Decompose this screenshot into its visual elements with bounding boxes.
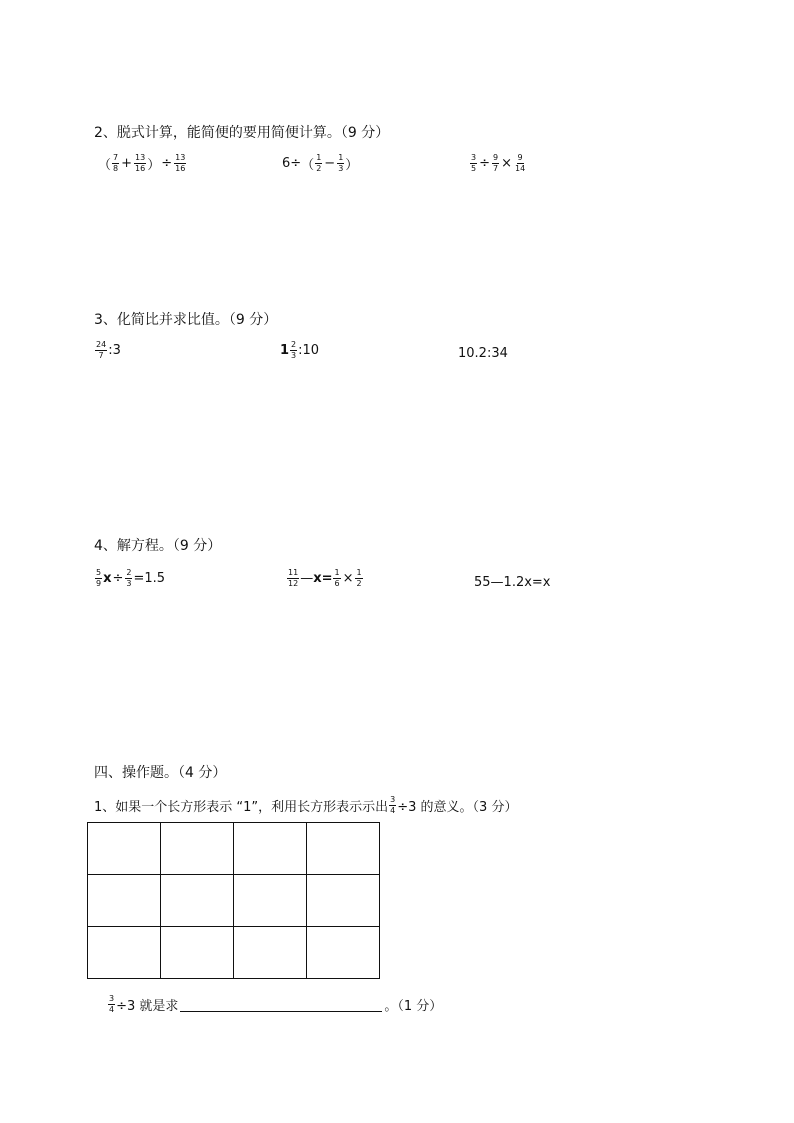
grid-cell[interactable]: [307, 875, 380, 927]
fraction: [333, 569, 340, 588]
q4-equation-3: [474, 575, 551, 590]
divide-sign: ÷: [112, 571, 124, 586]
expression-lead: 6÷: [282, 156, 302, 171]
denominator: 8: [113, 164, 119, 173]
q2-expression-1: [98, 154, 187, 173]
q1-suffix: ÷3 的意义。（3 分）: [397, 800, 518, 815]
grid-cell[interactable]: [88, 927, 161, 979]
numerator: 3: [471, 153, 477, 162]
equation-rest: =1.5: [133, 571, 166, 586]
denominator: 14: [515, 164, 526, 173]
numerator: 13: [175, 153, 186, 162]
denominator: 3: [291, 351, 297, 360]
grid-cell[interactable]: [234, 823, 307, 875]
denominator: 2: [356, 579, 362, 588]
fraction: [492, 154, 499, 173]
q3-expression-1: [94, 341, 121, 360]
q4-equation-1: [94, 569, 165, 588]
fraction: [470, 154, 477, 173]
denominator: 4: [390, 806, 396, 815]
fraction: [95, 341, 107, 360]
fraction: [112, 154, 119, 173]
equals-sign: =: [321, 571, 333, 586]
numerator: 13: [135, 153, 146, 162]
q1-prefix: 1、如果一个长方形表示 “1”，利用长方形表示示出: [94, 800, 389, 815]
q4-equation-2: [286, 569, 364, 588]
grid-cell[interactable]: [307, 823, 380, 875]
grid-row: [88, 927, 380, 979]
fraction: [95, 569, 102, 588]
fraction: [125, 569, 132, 588]
fraction: [514, 154, 526, 173]
q2-heading: 2、脱式计算，能简便的要用简便计算。（9 分）: [94, 125, 390, 141]
section4-answer-line: [107, 995, 442, 1014]
denominator: 2: [316, 164, 322, 173]
q3-expression-3: [458, 346, 508, 361]
left-paren: （: [98, 158, 112, 173]
fraction: [315, 154, 322, 173]
numerator: 11: [288, 568, 299, 577]
grid-cell[interactable]: [161, 927, 234, 979]
numerator: 2: [291, 340, 297, 349]
fraction: [287, 569, 299, 588]
answer-blank[interactable]: [180, 997, 382, 1012]
ratio-rest: :10: [298, 343, 320, 358]
right-paren: ）: [147, 158, 161, 173]
grid-cell[interactable]: [234, 875, 307, 927]
grid-cell[interactable]: [234, 927, 307, 979]
plus-sign: +: [121, 156, 133, 171]
numerator: 1: [334, 568, 340, 577]
numerator: 3: [390, 795, 396, 804]
denominator: 4: [109, 1005, 115, 1014]
denominator: 16: [135, 164, 146, 173]
fraction: [355, 569, 362, 588]
minus-sign: −: [324, 156, 336, 171]
grid-cell[interactable]: [161, 823, 234, 875]
fraction: [337, 154, 344, 173]
numerator: 1: [316, 153, 322, 162]
numerator: 24: [96, 340, 107, 349]
denominator: 5: [471, 164, 477, 173]
numerator: 2: [126, 568, 132, 577]
numerator: 1: [356, 568, 362, 577]
section4-heading: 四、操作题。（4 分）: [94, 765, 227, 781]
denominator: 16: [175, 164, 186, 173]
numerator: 3: [109, 994, 115, 1003]
answer-prefix: ÷3 就是求: [116, 999, 179, 1014]
numerator: 7: [113, 153, 119, 162]
divide-sign: ÷: [161, 156, 173, 171]
q2-expression-3: [469, 154, 527, 173]
right-paren: ）: [345, 158, 359, 173]
grid-row: [88, 875, 380, 927]
numerator: 1: [338, 153, 344, 162]
variable-x: x: [313, 571, 322, 586]
denominator: 6: [334, 579, 340, 588]
numerator: 9: [493, 153, 499, 162]
denominator: 9: [96, 579, 102, 588]
fraction: [108, 995, 115, 1014]
variable-x: x: [103, 571, 112, 586]
whole-number: 1: [280, 343, 290, 358]
fraction: [134, 154, 146, 173]
q3-expression-2: [280, 341, 319, 360]
divide-sign: ÷: [479, 156, 490, 171]
q3-heading: 3、化简比并求比值。（9 分）: [94, 312, 278, 328]
q4-heading: 4、解方程。（9 分）: [94, 538, 222, 554]
ratio-rest: :3: [108, 343, 121, 358]
denominator: 7: [98, 351, 104, 360]
times-sign: ×: [342, 571, 354, 586]
denominator: 3: [338, 164, 344, 173]
denominator: 7: [493, 164, 499, 173]
section4-q1-text: [94, 796, 517, 815]
left-paren: （: [301, 158, 315, 173]
equation-text: 55—1.2x=x: [474, 575, 551, 590]
fraction: [389, 796, 396, 815]
numerator: 5: [96, 568, 102, 577]
grid-cell[interactable]: [161, 875, 234, 927]
rectangle-grid: [87, 822, 380, 979]
numerator: 9: [517, 153, 523, 162]
grid-cell[interactable]: [88, 875, 161, 927]
fraction: [290, 341, 297, 360]
grid-row: [88, 823, 380, 875]
times-sign: ×: [501, 156, 512, 171]
dash: —: [300, 571, 314, 586]
denominator: 3: [126, 579, 132, 588]
ratio-text: 10.2:34: [458, 346, 508, 361]
denominator: 12: [288, 579, 299, 588]
fraction: [174, 154, 186, 173]
grid-cell[interactable]: [307, 927, 380, 979]
q2-expression-2: [282, 154, 358, 173]
answer-suffix: 。（1 分）: [384, 999, 443, 1014]
grid-cell[interactable]: [88, 823, 161, 875]
